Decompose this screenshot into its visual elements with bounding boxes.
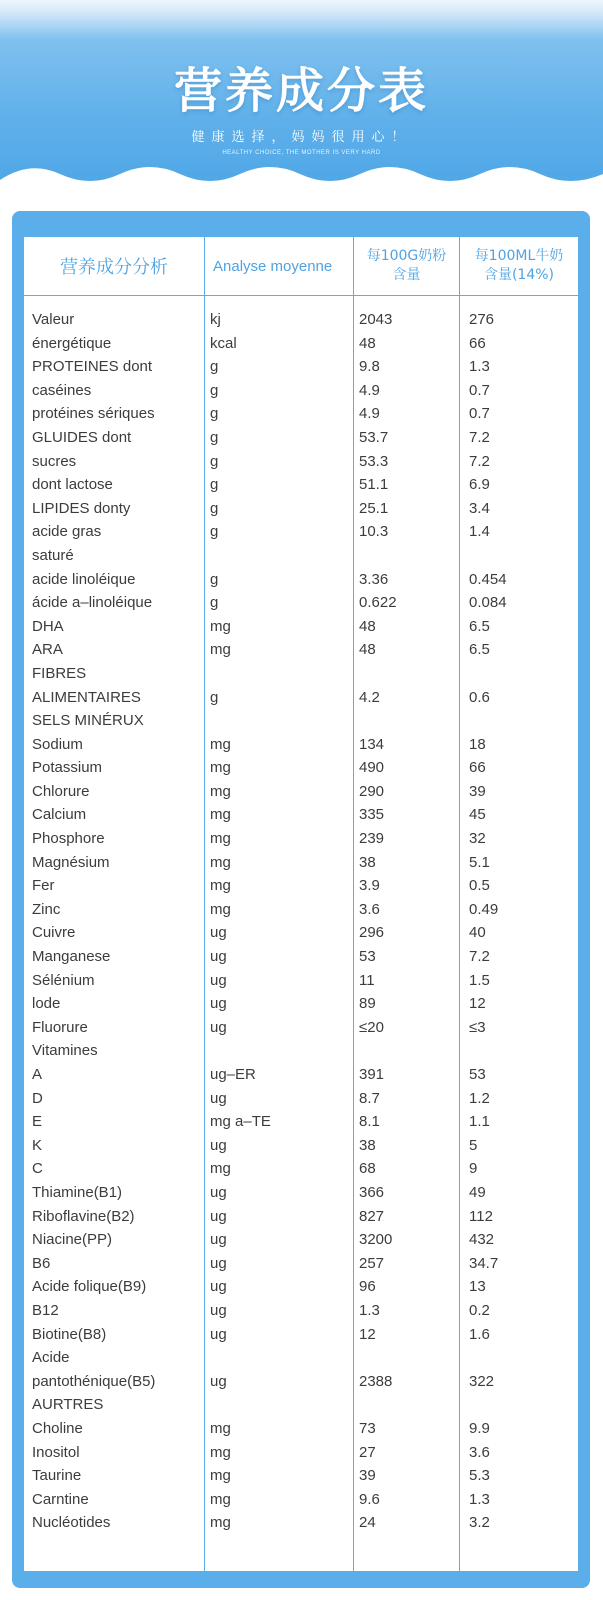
unit: mg xyxy=(210,1443,231,1461)
unit: mg xyxy=(210,782,231,800)
value-per-100g: 96 xyxy=(359,1278,376,1296)
unit: ug xyxy=(210,1372,227,1390)
unit: mg xyxy=(210,1160,231,1178)
value-per-100g: 53 xyxy=(359,948,376,966)
unit: ug xyxy=(210,1301,227,1319)
table-row xyxy=(24,309,578,333)
table-row xyxy=(24,781,578,805)
value-per-100ml: 322 xyxy=(469,1372,495,1390)
table-row xyxy=(24,521,578,545)
nutrient-name: Chlorure xyxy=(32,782,90,800)
value-per-100ml: 6.9 xyxy=(469,476,490,494)
value-per-100g: 490 xyxy=(359,759,385,777)
value-per-100g: 53.7 xyxy=(359,428,389,446)
unit: mg xyxy=(210,830,231,848)
nutrient-name: ácide a–linoléique xyxy=(32,594,153,612)
value-per-100g: 48 xyxy=(359,617,376,635)
column-header-unit: Analyse moyenne xyxy=(213,257,333,275)
table-row xyxy=(24,474,578,498)
table-row xyxy=(24,1371,578,1395)
value-per-100g: ≤20 xyxy=(359,1018,384,1036)
nutrient-name: lode xyxy=(32,995,61,1013)
value-per-100g: 1.3 xyxy=(359,1301,380,1319)
value-per-100g: 290 xyxy=(359,782,385,800)
value-per-100ml: 5 xyxy=(469,1136,478,1154)
nutrient-name: PROTEINES dont xyxy=(32,358,153,376)
table-row xyxy=(24,993,578,1017)
value-per-100ml: 1.4 xyxy=(469,523,490,541)
nutrient-name: ALIMENTAIRES xyxy=(32,688,141,706)
value-per-100g: 4.9 xyxy=(359,381,380,399)
table-row xyxy=(24,804,578,828)
nutrient-name: Magnésium xyxy=(32,853,110,871)
value-per-100ml: 3.2 xyxy=(469,1514,490,1532)
nutrient-name: Acide folique(B9) xyxy=(32,1278,147,1296)
unit: mg xyxy=(210,735,231,753)
value-per-100ml: 66 xyxy=(469,334,486,352)
nutrient-name: Niacine(PP) xyxy=(32,1231,113,1249)
nutrient-name: Biotine(B8) xyxy=(32,1325,107,1343)
value-per-100g: 53.3 xyxy=(359,452,389,470)
header-banner xyxy=(0,0,603,200)
nutrient-name: LIPIDES donty xyxy=(32,499,131,517)
table-row xyxy=(24,922,578,946)
value-per-100ml: 1.3 xyxy=(469,358,490,376)
value-per-100ml: 112 xyxy=(469,1207,493,1225)
nutrient-name: acide linoléique xyxy=(32,570,136,588)
unit: g xyxy=(210,476,219,494)
table-row xyxy=(24,451,578,475)
value-per-100ml: 7.2 xyxy=(469,452,490,470)
slogan-english: HEALTHY CHOICE, THE MOTHER IS VERY HARD xyxy=(222,150,381,156)
value-per-100ml: 13 xyxy=(469,1278,486,1296)
value-per-100g: 8.1 xyxy=(359,1113,380,1131)
nutrient-name: Inositol xyxy=(32,1443,80,1461)
table-row xyxy=(24,663,578,687)
column-header-nutrient: 营养成分分析 xyxy=(60,257,168,278)
unit: mg xyxy=(210,759,231,777)
table-row xyxy=(24,427,578,451)
unit: mg xyxy=(210,853,231,871)
value-per-100ml: 6.5 xyxy=(469,617,490,635)
unit: mg xyxy=(210,1419,231,1437)
table-row xyxy=(24,687,578,711)
nutrient-name: Manganese xyxy=(32,948,111,966)
value-per-100ml: 12 xyxy=(469,995,486,1013)
table-row xyxy=(24,1347,578,1371)
nutrient-name: ARA xyxy=(32,641,63,659)
unit: mg a–TE xyxy=(210,1113,271,1131)
table-row xyxy=(24,616,578,640)
value-per-100g: 391 xyxy=(359,1066,385,1083)
value-per-100g: 3.6 xyxy=(359,900,380,918)
table-row xyxy=(24,1442,578,1466)
unit: g xyxy=(210,688,219,706)
nutrient-name: Riboflavine(B2) xyxy=(32,1207,135,1225)
unit: g xyxy=(210,452,219,470)
table-row xyxy=(24,852,578,876)
nutrient-name: Vitamines xyxy=(32,1042,98,1060)
value-per-100g: 257 xyxy=(359,1254,385,1272)
table-row xyxy=(24,734,578,758)
unit: mg xyxy=(210,617,231,635)
nutrient-name: acide gras xyxy=(32,523,102,541)
table-row xyxy=(24,899,578,923)
value-per-100ml: 1.3 xyxy=(469,1490,490,1508)
value-per-100g: 24 xyxy=(359,1514,376,1532)
nutrient-name: Sodium xyxy=(32,735,83,753)
unit: g xyxy=(210,523,219,541)
table-row xyxy=(24,498,578,522)
nutrient-name: pantothénique(B5) xyxy=(32,1372,156,1390)
value-per-100ml: 432 xyxy=(469,1231,495,1249)
unit: g xyxy=(210,570,219,588)
table-row xyxy=(24,946,578,970)
value-per-100g: 827 xyxy=(359,1207,385,1225)
table-row xyxy=(24,1489,578,1513)
table-row xyxy=(24,1017,578,1041)
value-per-100ml: 1.5 xyxy=(469,971,490,989)
value-per-100ml: 0.2 xyxy=(469,1301,490,1319)
value-per-100ml: 7.2 xyxy=(469,948,490,966)
table-row xyxy=(24,1418,578,1442)
nutrient-name: A xyxy=(32,1066,43,1083)
unit: kj xyxy=(210,311,221,328)
unit: mg xyxy=(210,1490,231,1508)
value-per-100ml: 0.5 xyxy=(469,877,490,895)
table-row xyxy=(24,1111,578,1135)
value-per-100ml: 0.7 xyxy=(469,381,490,399)
table-row xyxy=(24,1040,578,1064)
nutrient-name: DHA xyxy=(32,617,64,635)
nutrient-name: Zinc xyxy=(32,900,61,918)
nutrition-table xyxy=(24,237,578,1571)
table-row xyxy=(24,380,578,404)
nutrient-name: Sélénium xyxy=(32,971,95,989)
column-header-per-100g: 每100G奶粉 含量 xyxy=(366,248,447,283)
nutrient-name: B12 xyxy=(32,1301,59,1319)
value-per-100ml: 39 xyxy=(469,782,486,800)
nutrient-name: Calcium xyxy=(32,806,87,824)
table-row xyxy=(24,710,578,734)
nutrient-name: Acide xyxy=(32,1349,70,1367)
table-row xyxy=(24,1512,578,1536)
table-row xyxy=(24,569,578,593)
unit: ug xyxy=(210,1278,227,1296)
nutrient-name: B6 xyxy=(32,1254,51,1272)
nutrient-name: FIBRES xyxy=(32,664,87,682)
unit: ug xyxy=(210,1207,227,1225)
unit: mg xyxy=(210,1467,231,1485)
nutrient-name: dont lactose xyxy=(32,476,113,494)
unit: g xyxy=(210,358,219,376)
table-row xyxy=(24,1158,578,1182)
value-per-100g: 51.1 xyxy=(359,476,389,494)
nutrient-name: Cuivre xyxy=(32,924,76,942)
value-per-100ml: 1.2 xyxy=(469,1089,490,1107)
value-per-100g: 48 xyxy=(359,334,376,352)
table-row xyxy=(24,1135,578,1159)
value-per-100g: 89 xyxy=(359,995,376,1013)
value-per-100ml: 0.6 xyxy=(469,688,490,706)
value-per-100g: 4.2 xyxy=(359,688,380,706)
value-per-100g: 73 xyxy=(359,1419,376,1437)
value-per-100ml: 32 xyxy=(469,830,486,848)
value-per-100g: 296 xyxy=(359,924,385,942)
value-per-100g: 366 xyxy=(359,1183,385,1201)
unit: ug xyxy=(210,1018,227,1036)
table-row xyxy=(24,1182,578,1206)
value-per-100ml: 1.1 xyxy=(469,1113,490,1131)
unit: ug xyxy=(210,1183,227,1201)
unit: ug xyxy=(210,1325,227,1343)
value-per-100ml: 9.9 xyxy=(469,1419,490,1437)
unit: kcal xyxy=(210,334,237,352)
nutrient-name: Choline xyxy=(32,1419,83,1437)
nutrient-name: Fer xyxy=(32,877,55,895)
value-per-100g: 38 xyxy=(359,1136,376,1154)
table-row xyxy=(24,1229,578,1253)
nutrient-name: sucres xyxy=(32,452,77,470)
unit: ug xyxy=(210,1089,227,1107)
table-row xyxy=(24,403,578,427)
table-row xyxy=(24,1253,578,1277)
unit: mg xyxy=(210,641,231,659)
value-per-100g: 38 xyxy=(359,853,376,871)
unit: mg xyxy=(210,900,231,918)
table-row xyxy=(24,333,578,357)
value-per-100ml: 9 xyxy=(469,1160,478,1178)
unit: ug xyxy=(210,995,227,1013)
nutrient-name: caséines xyxy=(32,381,92,399)
table-row xyxy=(24,1064,578,1088)
value-per-100ml: ≤3 xyxy=(469,1018,486,1036)
value-per-100ml: 7.2 xyxy=(469,428,490,446)
table-frame xyxy=(12,211,590,1588)
value-per-100ml: 0.7 xyxy=(469,405,490,423)
nutrient-name: AURTRES xyxy=(32,1396,104,1414)
value-per-100g: 25.1 xyxy=(359,499,389,517)
nutrient-name: Nucléotides xyxy=(32,1514,111,1532)
unit: g xyxy=(210,499,219,517)
value-per-100ml: 18 xyxy=(469,735,486,753)
nutrient-name: protéines sériques xyxy=(32,405,155,423)
nutrient-name: C xyxy=(32,1160,43,1178)
value-per-100ml: 1.6 xyxy=(469,1325,490,1343)
value-per-100ml: 45 xyxy=(469,806,486,824)
value-per-100ml: 0.084 xyxy=(469,594,507,612)
unit: mg xyxy=(210,1514,231,1532)
value-per-100g: 4.9 xyxy=(359,405,380,423)
table-row xyxy=(24,970,578,994)
value-per-100g: 8.7 xyxy=(359,1089,380,1107)
value-per-100ml: 0.454 xyxy=(469,570,507,588)
nutrient-name: D xyxy=(32,1089,43,1107)
unit: mg xyxy=(210,877,231,895)
value-per-100g: 48 xyxy=(359,641,376,659)
table-row xyxy=(24,592,578,616)
table-row xyxy=(24,545,578,569)
table-body xyxy=(24,309,578,1536)
table-row xyxy=(24,1394,578,1418)
unit: ug xyxy=(210,924,227,942)
unit: ug xyxy=(210,971,227,989)
nutrient-name: SELS MINÉRUX xyxy=(32,712,144,730)
unit: mg xyxy=(210,806,231,824)
unit: ug xyxy=(210,948,227,966)
slogan: 健康选择，妈妈很用心！ xyxy=(191,130,412,145)
value-per-100g: 2388 xyxy=(359,1372,393,1390)
value-per-100g: 134 xyxy=(359,735,385,753)
value-per-100g: 0.622 xyxy=(359,594,397,612)
nutrient-name: GLUIDES dont xyxy=(32,428,132,446)
nutrient-name: Thiamine(B1) xyxy=(32,1183,123,1201)
value-per-100ml: 276 xyxy=(469,311,495,328)
table-row xyxy=(24,1465,578,1489)
value-per-100ml: 5.3 xyxy=(469,1467,490,1485)
table-row xyxy=(24,1300,578,1324)
value-per-100g: 11 xyxy=(359,971,375,989)
value-per-100ml: 5.1 xyxy=(469,853,490,871)
wave-decoration xyxy=(0,140,603,200)
value-per-100g: 27 xyxy=(359,1443,376,1461)
table-row xyxy=(24,1088,578,1112)
page-title: 营养成分表 xyxy=(173,63,429,119)
unit: g xyxy=(210,381,219,399)
nutrient-name: K xyxy=(32,1136,43,1154)
nutrient-name: Taurine xyxy=(32,1467,82,1485)
unit: ug xyxy=(210,1136,227,1154)
value-per-100g: 39 xyxy=(359,1467,376,1485)
unit: ug–ER xyxy=(210,1066,256,1083)
nutrient-name: Fluorure xyxy=(32,1018,88,1036)
table-row xyxy=(24,1324,578,1348)
value-per-100g: 68 xyxy=(359,1160,376,1178)
unit: ug xyxy=(210,1231,227,1249)
value-per-100ml: 6.5 xyxy=(469,641,490,659)
value-per-100ml: 34.7 xyxy=(469,1254,499,1272)
table-row xyxy=(24,757,578,781)
table-row xyxy=(24,356,578,380)
value-per-100g: 2043 xyxy=(359,311,393,328)
value-per-100ml: 3.4 xyxy=(469,499,490,517)
nutrient-name: énergétique xyxy=(32,334,112,352)
value-per-100g: 3200 xyxy=(359,1231,393,1249)
header-divider xyxy=(24,295,578,296)
value-per-100g: 10.3 xyxy=(359,523,389,541)
value-per-100g: 3.36 xyxy=(359,570,389,588)
unit: g xyxy=(210,594,219,612)
value-per-100ml: 40 xyxy=(469,924,486,942)
table-row xyxy=(24,1206,578,1230)
nutrient-name: E xyxy=(32,1113,43,1131)
value-per-100ml: 49 xyxy=(469,1183,486,1201)
value-per-100ml: 66 xyxy=(469,759,486,777)
nutrient-name: saturé xyxy=(32,546,74,564)
nutrient-name: Phosphore xyxy=(32,830,105,848)
value-per-100g: 3.9 xyxy=(359,877,380,895)
nutrient-name: Carntine xyxy=(32,1490,89,1508)
value-per-100g: 9.8 xyxy=(359,358,380,376)
table-row xyxy=(24,875,578,899)
nutrient-name: Valeur xyxy=(32,311,75,328)
table-row xyxy=(24,1276,578,1300)
column-header-per-100ml: 每100ML牛奶 含量(14%) xyxy=(474,248,564,283)
value-per-100ml: 3.6 xyxy=(469,1443,490,1461)
unit: ug xyxy=(210,1254,227,1272)
table-row xyxy=(24,639,578,663)
nutrient-name: Potassium xyxy=(32,759,103,777)
table-row xyxy=(24,828,578,852)
unit: g xyxy=(210,405,219,423)
unit: g xyxy=(210,428,219,446)
value-per-100g: 12 xyxy=(359,1325,376,1343)
value-per-100ml: 0.49 xyxy=(469,900,499,918)
value-per-100g: 239 xyxy=(359,830,385,848)
value-per-100g: 335 xyxy=(359,806,385,824)
value-per-100ml: 53 xyxy=(469,1066,486,1083)
value-per-100g: 9.6 xyxy=(359,1490,380,1508)
